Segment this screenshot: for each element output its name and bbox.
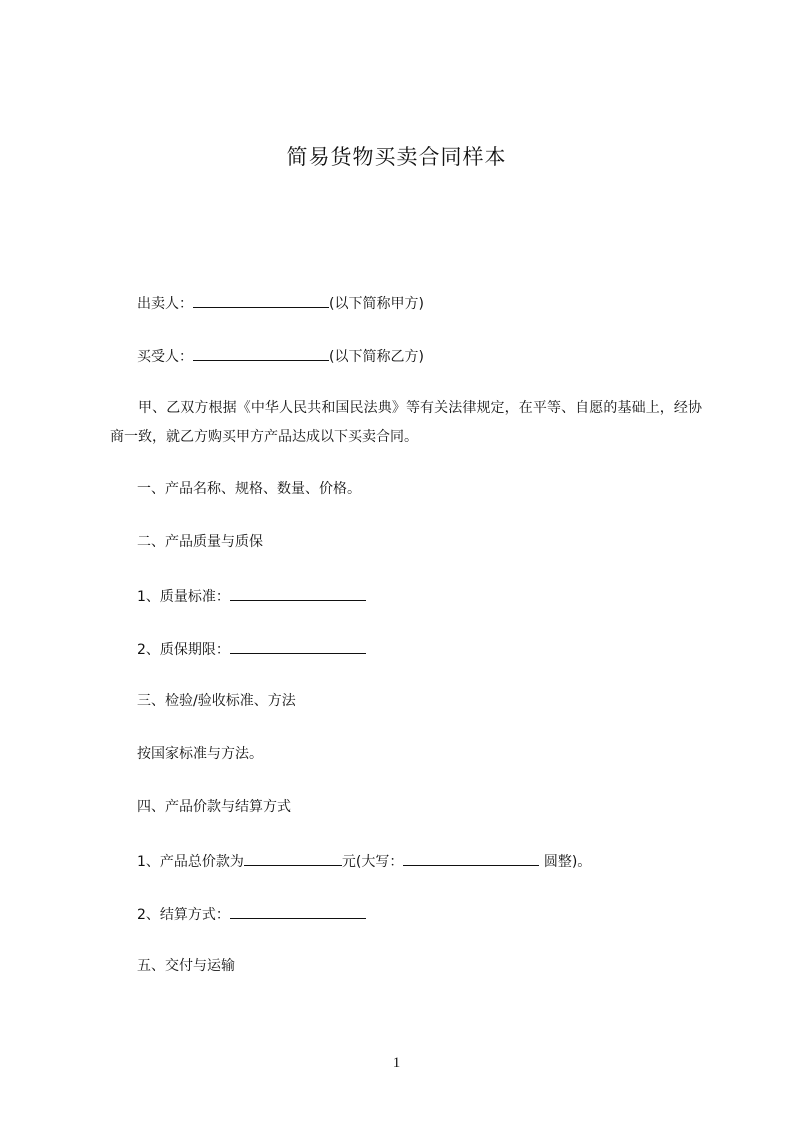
total-price-line [137,850,591,872]
seller-label: 出卖人： [137,296,193,312]
total-price-mid: 元(大写： [341,854,404,870]
buyer-label: 买受人： [137,349,193,365]
quality-standard-line [137,585,366,607]
section-3-heading: 三、检验/验收标准、方法 [137,693,296,709]
buyer-blank[interactable] [193,345,329,361]
section-5-heading: 五、交付与运输 [137,958,235,974]
warranty-period-label: 2、质保期限： [137,642,230,658]
total-price-words-blank[interactable] [403,850,539,866]
seller-blank[interactable] [193,292,329,308]
warranty-period-blank[interactable] [230,638,366,654]
section-2-heading: 二、产品质量与质保 [137,534,263,550]
quality-standard-blank[interactable] [230,585,366,601]
seller-line [137,292,424,314]
page-title: 简易货物买卖合同样本 [286,145,507,169]
settlement-line [137,903,366,925]
total-price-prefix: 1、产品总价款为 [137,854,244,870]
buyer-suffix: (以下简称乙方) [329,349,424,365]
section-1-heading: 一、产品名称、规格、数量、价格。 [137,481,361,497]
total-price-suffix: 圆整)。 [539,854,592,870]
seller-suffix: (以下简称甲方) [329,296,424,312]
quality-standard-label: 1、质量标准： [137,589,230,605]
page-number: 1 [392,1055,401,1071]
section-4-heading: 四、产品价款与结算方式 [137,799,291,815]
inspection-text: 按国家标准与方法。 [137,746,263,762]
warranty-period-line [137,638,366,660]
total-price-amount-blank[interactable] [244,850,342,866]
buyer-line [137,345,424,367]
settlement-label: 2、结算方式： [137,907,230,923]
settlement-blank[interactable] [230,903,366,919]
preamble-paragraph: 甲、乙双方根据《中华人民共和国民法典》等有关法律规定，在平等、自愿的基础上，经协商一致，就乙方购买甲方产品达成以下买卖合同。 [110,400,702,445]
